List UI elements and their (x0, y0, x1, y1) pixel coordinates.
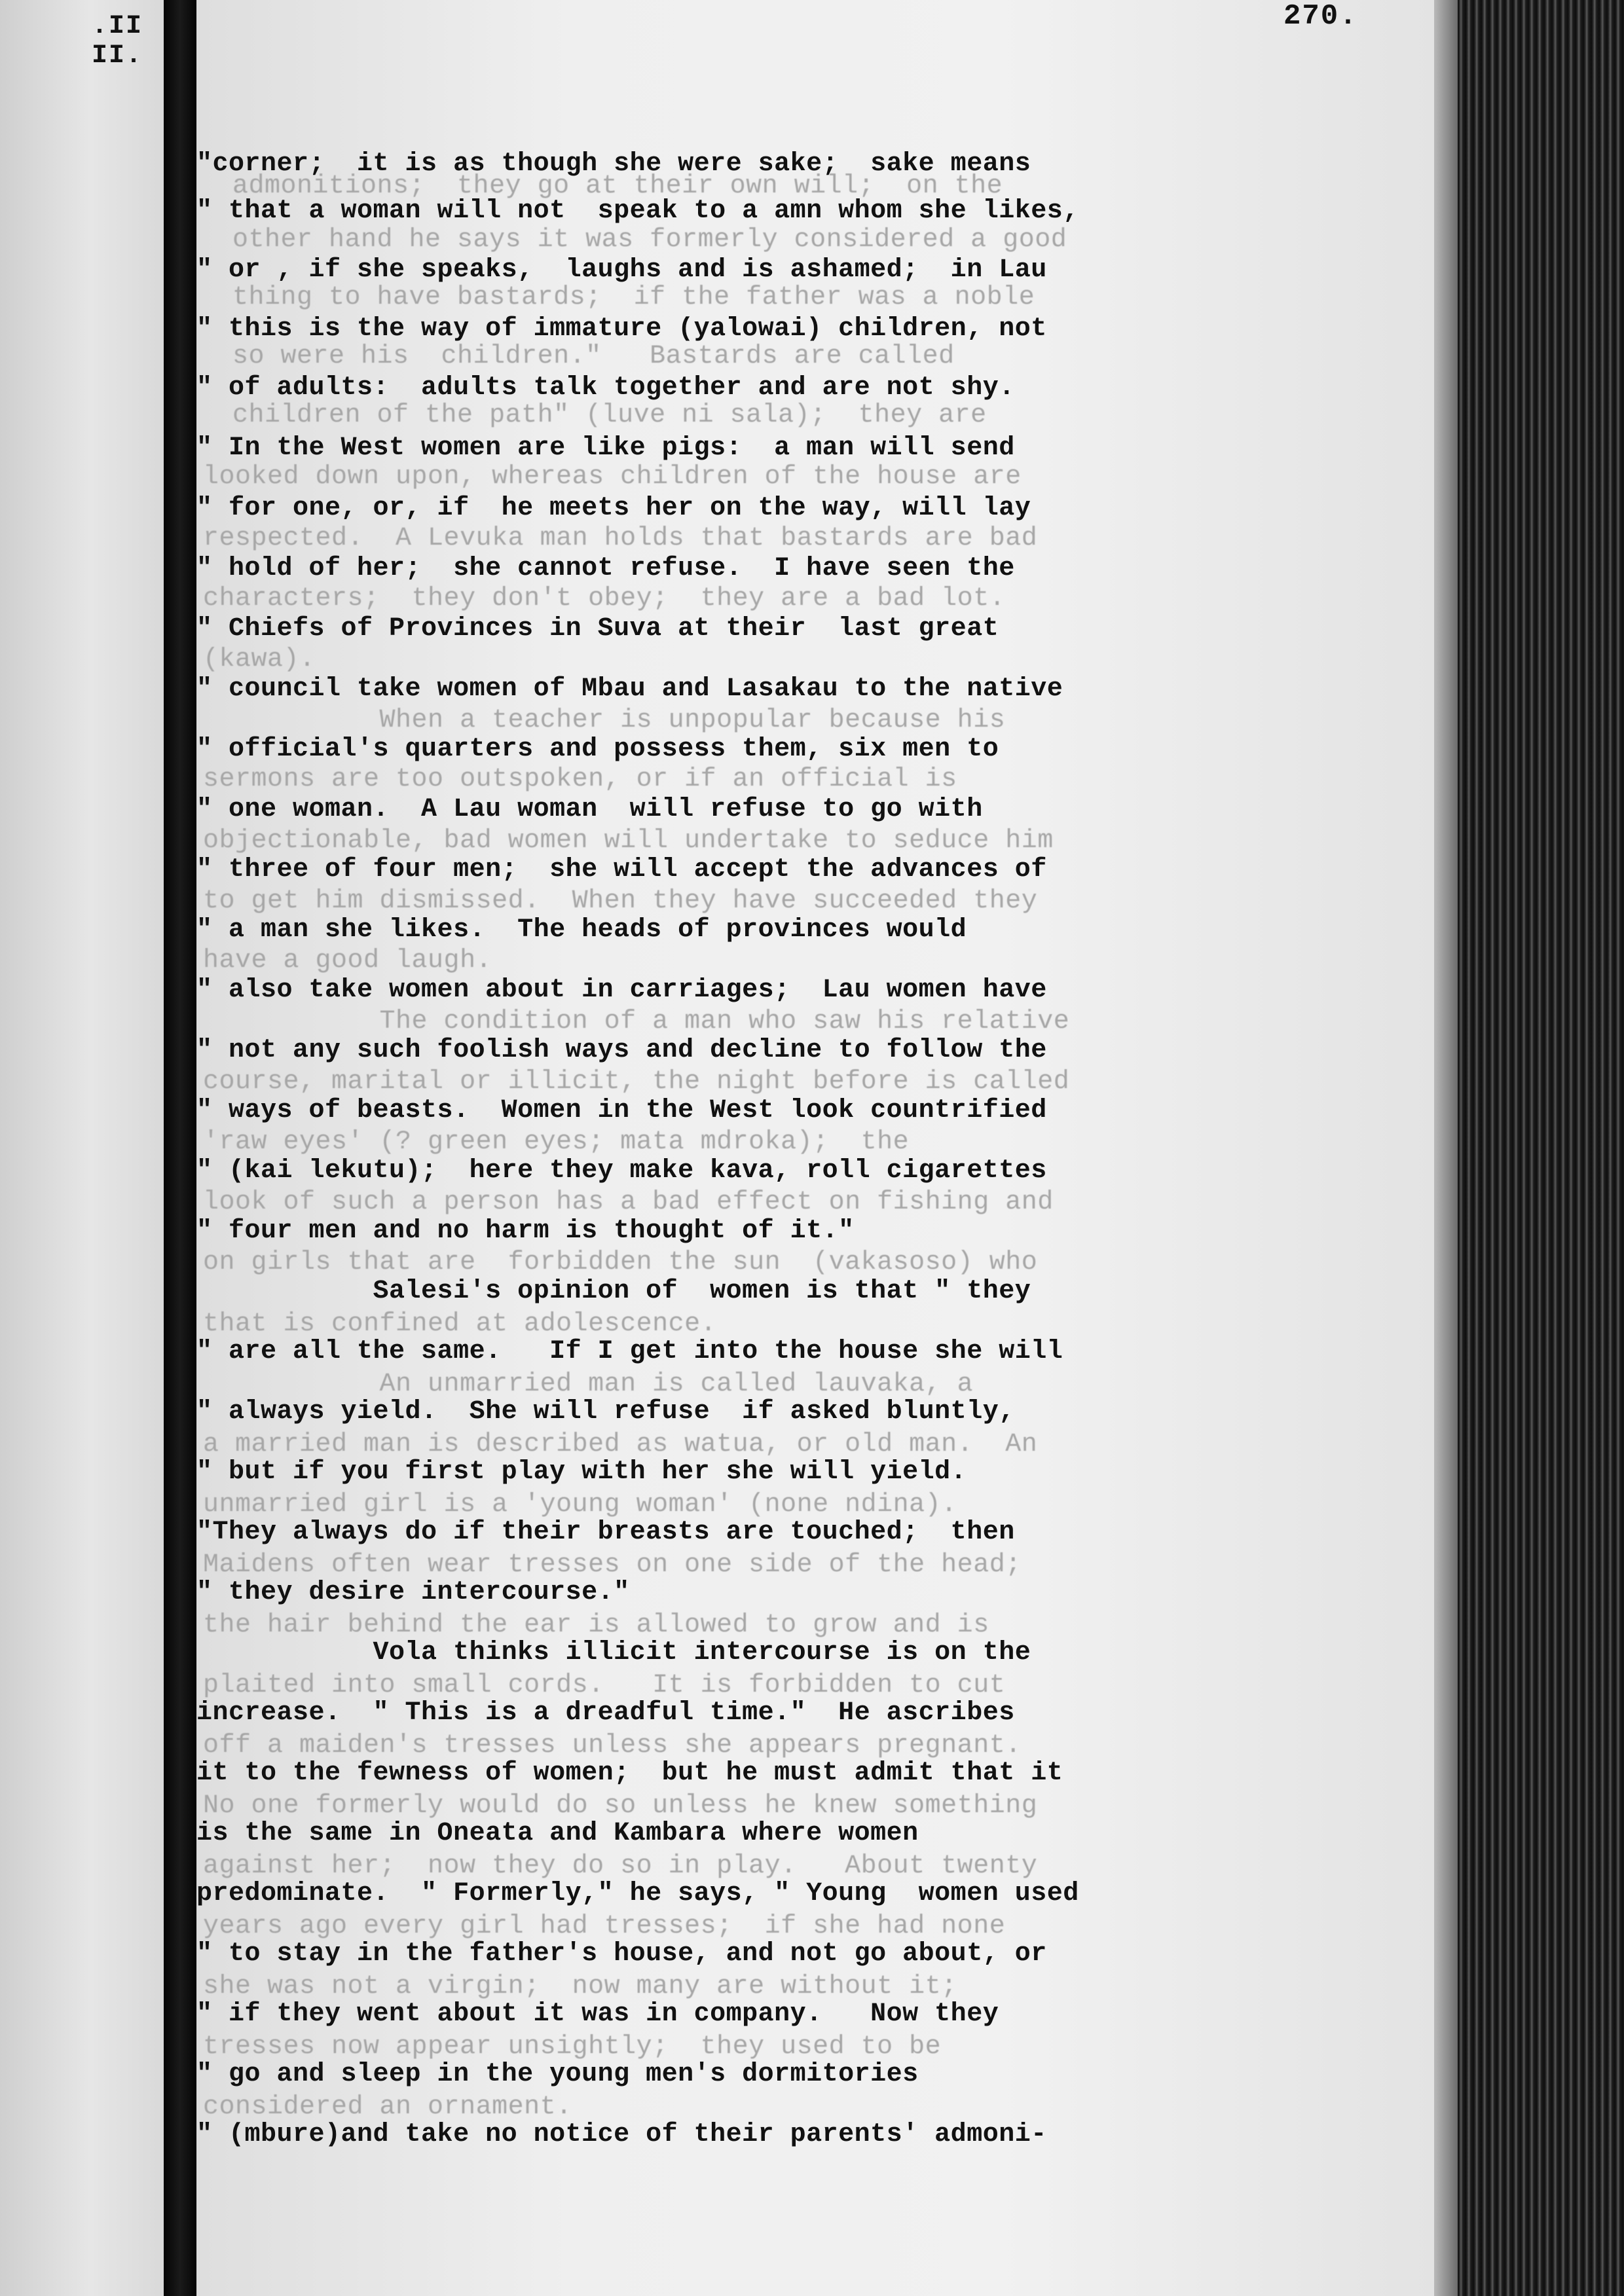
text-line: Vola thinks illicit intercourse is on the (196, 1638, 1031, 1667)
text-line: " (kai lekutu); here they make kava, roll cigarettes (196, 1156, 1047, 1186)
ghost-line: Maidens often wear tresses on one side of the head; (203, 1550, 1022, 1580)
text-line: " to stay in the father's house, and not go about, or (196, 1939, 1047, 1969)
text-line: " are all the same. If I get into the house she will (196, 1337, 1063, 1366)
text-line: " of adults: adults talk together and are not shy. (196, 373, 1015, 403)
ghost-line: the hair behind the ear is allowed to grow and is (203, 1611, 989, 1640)
ghost-line: sermons are too outspoken, or if an official is (203, 765, 957, 794)
ghost-line: (kawa). (203, 645, 316, 674)
text-line: " In the West women are like pigs: a man will send (196, 433, 1015, 463)
text-line: " if they went about it was in company. Now they (196, 1999, 999, 2029)
text-line: " that a woman will not speak to a amn whom she likes, (196, 196, 1079, 226)
text-line: increase. " This is a dreadful time." He ascribes (196, 1698, 1015, 1728)
ghost-line: looked down upon, whereas children of the house are (203, 462, 1022, 492)
text-line: " four men and no harm is thought of it." (196, 1216, 855, 1246)
ghost-line: plaited into small cords. It is forbidden to cut (203, 1671, 1006, 1700)
ghost-line: have a good laugh. (203, 946, 492, 975)
text-line: " but if you first play with her she will yield. (196, 1457, 967, 1487)
text-line: "corner; it is as though she were sake; sake means (196, 149, 1031, 179)
text-line: " one woman. A Lau woman will refuse to go with (196, 795, 983, 824)
ghost-line: characters; they don't obey; they are a bad lot. (203, 584, 1006, 613)
text-line: is the same in Oneata and Kambara where women (196, 1819, 919, 1848)
ghost-line: years ago every girl had tresses; if she had none (203, 1912, 1006, 1941)
ghost-line: so were his children." Bastards are called (232, 342, 955, 371)
text-line: " (mbure)and take no notice of their parents' admoni- (196, 2120, 1047, 2149)
page-number: 270. (1283, 0, 1358, 33)
ghost-line: on girls that are forbidden the sun (vakasoso) who (203, 1248, 1038, 1277)
ghost-line: When a teacher is unpopular because his (203, 706, 1006, 735)
left-page-mark: .II II. (92, 12, 143, 71)
text-line: " council take women of Mbau and Lasakau to the native (196, 674, 1063, 704)
ghost-line: other hand he says it was formerly considered a good (232, 225, 1067, 255)
ghost-line: objectionable, bad women will undertake to seduce him (203, 826, 1054, 856)
ghost-line: No one formerly would do so unless he knew something (203, 1791, 1038, 1821)
document-page (196, 0, 1434, 2296)
text-line: " or , if she speaks, laughs and is ashamed; in Lau (196, 255, 1047, 285)
ghost-line: admonitions; they go at their own will; on the (232, 172, 1003, 201)
text-line: " not any such foolish ways and decline to follow the (196, 1036, 1047, 1065)
text-line: " for one, or, if he meets her on the way, will lay (196, 494, 1031, 523)
text-line: predominate. " Formerly," he says, " Young women used (196, 1879, 1079, 1908)
text-line: " hold of her; she cannot refuse. I have seen the (196, 554, 1015, 583)
text-line: " they desire intercourse." (196, 1578, 630, 1607)
ghost-line: tresses now appear unsightly; they used to be (203, 2032, 942, 2062)
text-line: " Chiefs of Provinces in Suva at their last great (196, 614, 999, 644)
ghost-line: to get him dismissed. When they have succeeded they (203, 886, 1038, 916)
ghost-line: An unmarried man is called lauvaka, a (203, 1370, 974, 1399)
ghost-line: children of the path" (luve ni sala); they are (232, 401, 987, 430)
ghost-line: respected. A Levuka man holds that bastards are bad (203, 524, 1038, 553)
ghost-line: unmarried girl is a 'young woman' (none ndina). (203, 1490, 957, 1520)
text-line: it to the fewness of women; but he must admit that it (196, 1758, 1063, 1788)
facing-page-edge (0, 0, 164, 2296)
text-line: " a man she likes. The heads of provinces would (196, 915, 967, 945)
text-line: "They always do if their breasts are touched; then (196, 1518, 1015, 1547)
text-line: " ways of beasts. Women in the West look countrified (196, 1096, 1047, 1125)
page-edge-highlight (1434, 0, 1458, 2296)
ghost-line: look of such a person has a bad effect on fishing and (203, 1188, 1054, 1217)
ghost-line: thing to have bastards; if the father was a noble (232, 283, 1035, 312)
text-line: " official's quarters and possess them, six men to (196, 735, 999, 764)
ghost-line: that is confined at adolescence. (203, 1309, 717, 1339)
ghost-line: a married man is described as watua, or old man. An (203, 1430, 1038, 1459)
ghost-line: course, marital or illicit, the night before is called (203, 1067, 1070, 1097)
text-line: " this is the way of immature (yalowai) children, not (196, 314, 1047, 344)
text-line: Salesi's opinion of women is that " they (196, 1277, 1031, 1306)
ghost-line: against her; now they do so in play. About twenty (203, 1851, 1038, 1881)
ghost-line: 'raw eyes' (? green eyes; mata mdroka); the (203, 1127, 910, 1157)
text-line: " also take women about in carriages; Lau women have (196, 975, 1047, 1005)
ghost-line: considered an ornament. (203, 2092, 572, 2122)
text-line: " go and sleep in the young men's dormitories (196, 2060, 919, 2089)
text-line: " three of four men; she will accept the advances of (196, 855, 1047, 884)
text-line: " always yield. She will refuse if asked bluntly, (196, 1397, 1015, 1427)
stacked-page-edges (1434, 0, 1624, 2296)
ghost-line: The condition of a man who saw his relative (203, 1007, 1070, 1036)
book-gutter (164, 0, 196, 2296)
ghost-line: she was not a virgin; now many are without it; (203, 1972, 957, 2001)
ghost-line: off a maiden's tresses unless she appears pregnant. (203, 1731, 1022, 1760)
